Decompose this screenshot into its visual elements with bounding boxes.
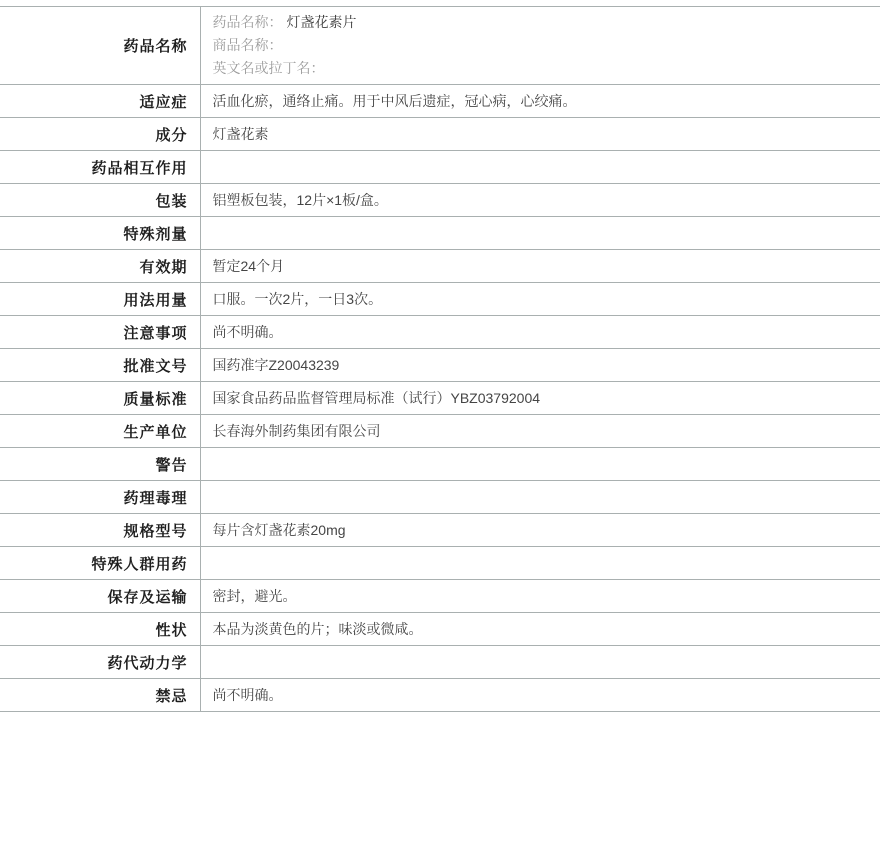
table-row xyxy=(0,283,880,316)
field-label: 药理毒理 xyxy=(0,481,200,514)
field-value: 国药准字Z20043239 xyxy=(212,357,340,373)
field-value xyxy=(200,7,880,85)
field-value: 铝塑板包装，12片×1板/盒。 xyxy=(212,192,388,208)
field-prefix-label: 英文名或拉丁名： xyxy=(212,60,325,76)
field-value: 每片含灯盏花素20mg xyxy=(212,522,346,538)
table-row xyxy=(0,382,880,415)
table-row xyxy=(0,547,880,580)
table-row xyxy=(0,448,880,481)
field-value: 本品为淡黄色的片；味淡或微咸。 xyxy=(212,621,423,637)
field-value: 密封，避光。 xyxy=(212,588,297,604)
field-value: 长春海外制药集团有限公司 xyxy=(212,423,381,439)
field-label: 特殊剂量 xyxy=(0,217,200,250)
drug-name-lines xyxy=(213,11,871,80)
field-value xyxy=(200,151,880,184)
table-row xyxy=(0,613,880,646)
field-value xyxy=(200,448,880,481)
field-label: 有效期 xyxy=(0,250,200,283)
table-row xyxy=(0,646,880,679)
table-row xyxy=(0,316,880,349)
field-label: 警告 xyxy=(0,448,200,481)
field-value xyxy=(200,481,880,514)
field-label: 药品相互作用 xyxy=(0,151,200,184)
drug-info-table xyxy=(0,6,880,712)
table-row xyxy=(0,481,880,514)
field-label: 质量标准 xyxy=(0,382,200,415)
table-row xyxy=(0,250,880,283)
field-value xyxy=(200,217,880,250)
field-value: 口服。一次2片，一日3次。 xyxy=(212,291,383,307)
field-value: 暂定24个月 xyxy=(212,258,285,274)
field-label: 批准文号 xyxy=(0,349,200,382)
field-prefix-label: 商品名称： xyxy=(212,37,283,53)
table-row xyxy=(0,679,880,712)
field-label: 保存及运输 xyxy=(0,580,200,613)
table-row xyxy=(0,349,880,382)
field-label: 性状 xyxy=(0,613,200,646)
field-label: 药品名称 xyxy=(0,7,200,85)
table-row xyxy=(0,415,880,448)
table-row xyxy=(0,184,880,217)
field-value xyxy=(200,646,880,679)
table-row xyxy=(0,151,880,184)
field-label: 成分 xyxy=(0,118,200,151)
field-label: 适应症 xyxy=(0,85,200,118)
field-label: 生产单位 xyxy=(0,415,200,448)
field-value: 国家食品药品监督管理局标准（试行）YBZ03792004 xyxy=(212,390,541,406)
table-row xyxy=(0,580,880,613)
table-row xyxy=(0,118,880,151)
field-label: 药代动力学 xyxy=(0,646,200,679)
table-row xyxy=(0,85,880,118)
field-value: 灯盏花素 xyxy=(212,126,269,142)
field-label: 规格型号 xyxy=(0,514,200,547)
field-prefix-label: 药品名称： xyxy=(212,14,283,30)
field-label: 禁忌 xyxy=(0,679,200,712)
field-value: 活血化瘀，通络止痛。用于中风后遗症，冠心病，心绞痛。 xyxy=(212,93,577,109)
drug-name-line xyxy=(213,34,871,57)
field-value: 尚不明确。 xyxy=(212,687,283,703)
drug-name-line xyxy=(213,57,871,80)
drug-info-table-body xyxy=(0,7,880,712)
table-row xyxy=(0,217,880,250)
field-label: 注意事项 xyxy=(0,316,200,349)
table-row xyxy=(0,514,880,547)
drug-name-line xyxy=(213,11,871,34)
field-label: 用法用量 xyxy=(0,283,200,316)
table-row-drug-name xyxy=(0,7,880,85)
field-label: 特殊人群用药 xyxy=(0,547,200,580)
field-value: 尚不明确。 xyxy=(212,324,283,340)
field-value xyxy=(200,547,880,580)
field-label: 包装 xyxy=(0,184,200,217)
drug-name-value: 灯盏花素片 xyxy=(286,14,357,30)
